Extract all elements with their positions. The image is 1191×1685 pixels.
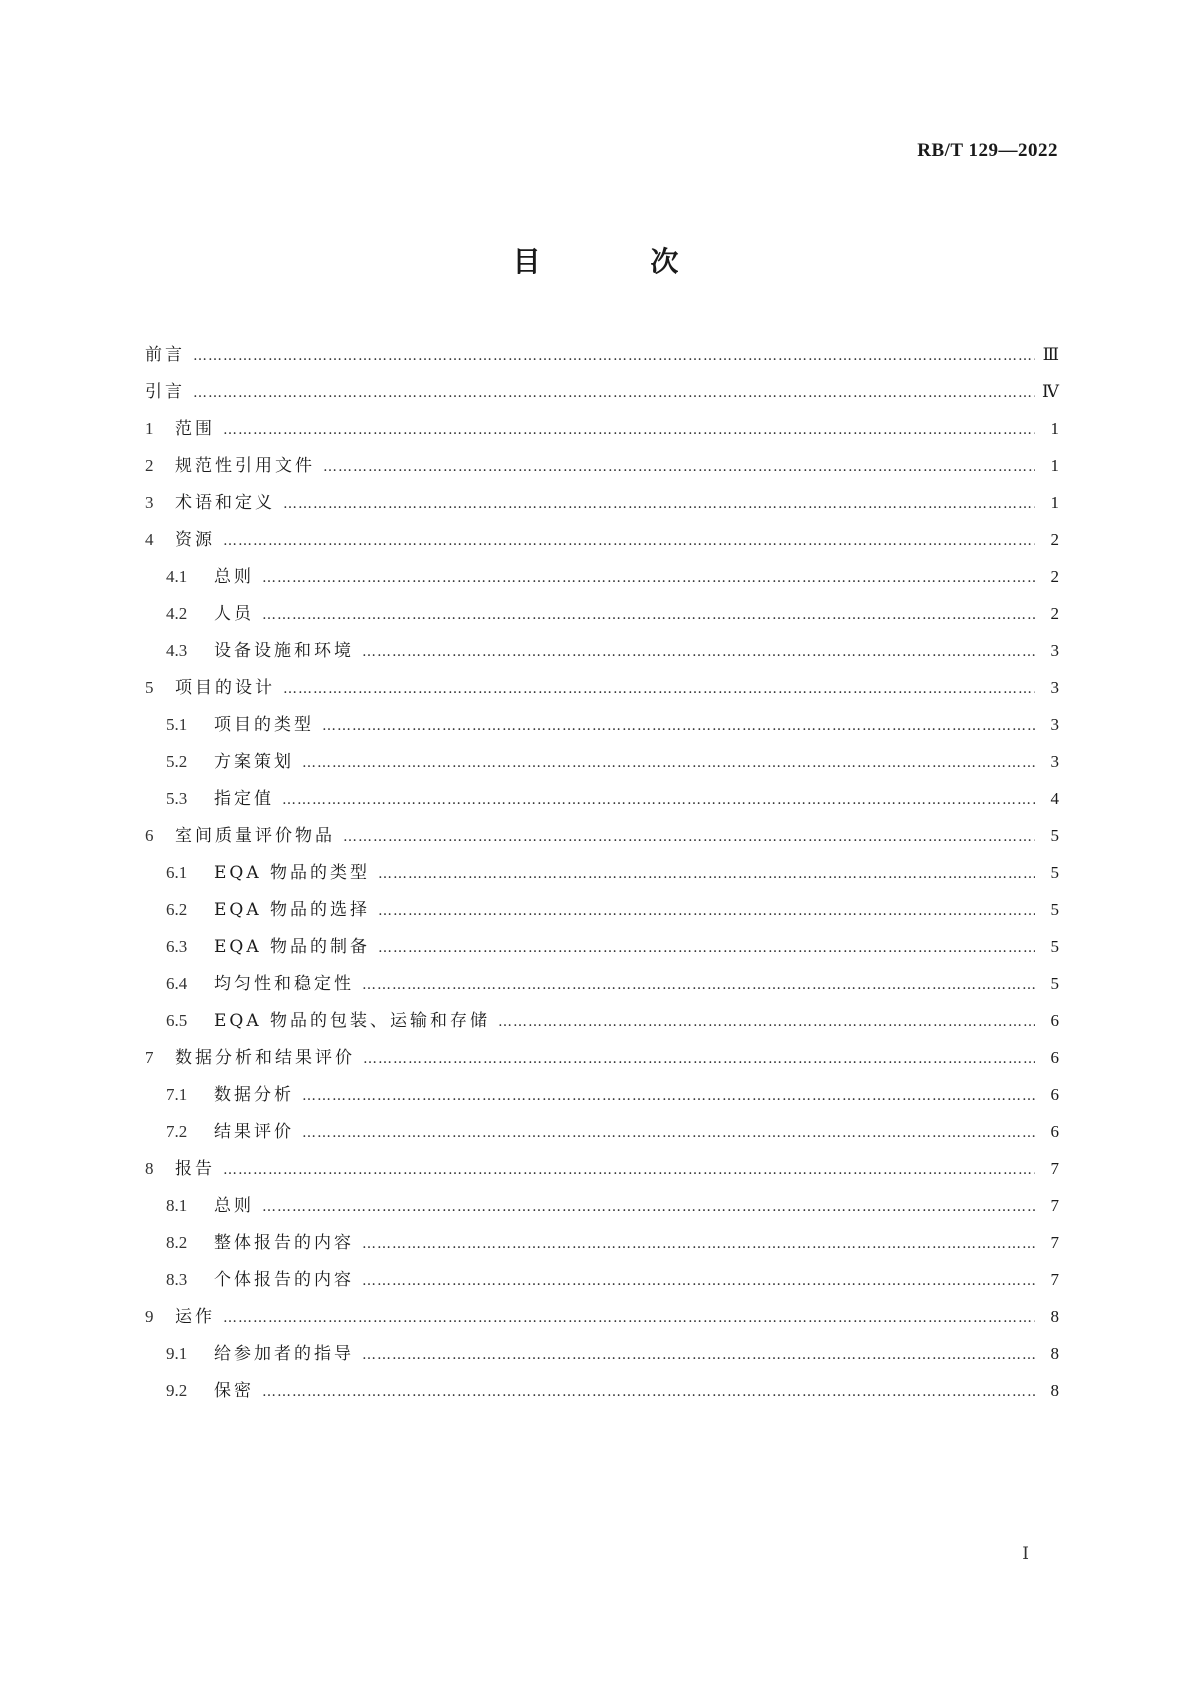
- toc-entry-label: 保密: [214, 1381, 254, 1401]
- toc-entry-page: Ⅲ: [1042, 345, 1059, 364]
- toc-entry-number: 9.2: [166, 1381, 188, 1400]
- toc-leader-dots: [323, 449, 1035, 486]
- toc-entry-page: 3: [1050, 678, 1059, 697]
- toc-entry-number: 6.2: [166, 900, 188, 919]
- toc-entry-number: 4.3: [166, 641, 188, 660]
- toc-leader-dots: [498, 1004, 1035, 1041]
- toc-entry-page: 8: [1050, 1381, 1059, 1400]
- toc-entry-label: EQA 物品的包装、运输和存储: [214, 1011, 491, 1031]
- toc-entry-number: 8.3: [166, 1270, 188, 1289]
- toc-entry[interactable]: [145, 817, 1059, 854]
- toc-entry-label: 结果评价: [214, 1122, 294, 1142]
- toc-leader-dots: [193, 375, 1035, 412]
- toc-entry-label: 规范性引用文件: [175, 456, 315, 476]
- toc-leader-dots: [262, 597, 1035, 634]
- toc-entry[interactable]: [145, 669, 1059, 706]
- toc-entry[interactable]: [145, 1039, 1059, 1076]
- toc-entry-number: 8: [145, 1159, 154, 1178]
- toc-entry[interactable]: [145, 928, 1059, 965]
- standard-code: RB/T 129—2022: [917, 140, 1058, 161]
- toc-entry[interactable]: [145, 632, 1059, 669]
- toc-entry[interactable]: [145, 447, 1059, 484]
- toc-entry-label: 引言: [145, 382, 185, 402]
- toc-entry-page: 5: [1050, 900, 1059, 919]
- toc-leader-dots: [262, 1374, 1035, 1411]
- toc-entry-label: 项目的类型: [214, 715, 314, 735]
- toc-entry-number: 2: [145, 456, 154, 475]
- toc-entry-page: 2: [1050, 567, 1059, 586]
- toc-entry[interactable]: [145, 1113, 1059, 1150]
- toc-entry-page: 6: [1050, 1122, 1059, 1141]
- toc-entry-number: 5.2: [166, 752, 188, 771]
- toc-entry-number: 5.3: [166, 789, 188, 808]
- toc-entry[interactable]: [145, 1372, 1059, 1409]
- toc-entry-label: 数据分析: [214, 1085, 294, 1105]
- toc-entry-number: 6: [145, 826, 154, 845]
- toc-entry[interactable]: [145, 1187, 1059, 1224]
- toc-leader-dots: [223, 523, 1035, 560]
- toc-entry[interactable]: [145, 1298, 1059, 1335]
- toc-entry-page: 1: [1050, 419, 1059, 438]
- toc-leader-dots: [378, 930, 1035, 967]
- toc-entry-page: 6: [1050, 1085, 1059, 1104]
- toc-leader-dots: [322, 708, 1035, 745]
- toc-entry[interactable]: [145, 965, 1059, 1002]
- toc-entry-number: 4.2: [166, 604, 188, 623]
- toc-entry-number: 5: [145, 678, 154, 697]
- toc-entry-label: 数据分析和结果评价: [175, 1048, 355, 1068]
- toc-entry[interactable]: [145, 410, 1059, 447]
- toc-leader-dots: [282, 782, 1035, 819]
- toc-entry[interactable]: [145, 891, 1059, 928]
- toc-entry[interactable]: [145, 336, 1059, 373]
- toc-entry-page: 3: [1050, 641, 1059, 660]
- toc-entry-page: 6: [1050, 1048, 1059, 1067]
- toc-leader-dots: [362, 634, 1035, 671]
- toc-entry-page: 7: [1050, 1196, 1059, 1215]
- toc-entry[interactable]: [145, 373, 1059, 410]
- toc-entry-page: 5: [1050, 937, 1059, 956]
- toc-leader-dots: [302, 1078, 1035, 1115]
- toc-leader-dots: [223, 1152, 1035, 1189]
- toc-entry-page: 8: [1050, 1307, 1059, 1326]
- toc-entry[interactable]: [145, 1150, 1059, 1187]
- toc-entry-number: 3: [145, 493, 154, 512]
- toc-entry-label: 运作: [175, 1307, 215, 1327]
- toc-entry-label: 设备设施和环境: [214, 641, 354, 661]
- toc-leader-dots: [223, 1300, 1035, 1337]
- toc-entry-label: EQA 物品的类型: [214, 863, 371, 883]
- toc-entry-number: 9.1: [166, 1344, 188, 1363]
- toc-entry[interactable]: [145, 1076, 1059, 1113]
- toc-leader-dots: [223, 412, 1035, 449]
- toc-entry-number: 1: [145, 419, 154, 438]
- toc-entry-number: 6.4: [166, 974, 188, 993]
- toc-entry-number: 5.1: [166, 715, 188, 734]
- toc-entry[interactable]: [145, 1261, 1059, 1298]
- toc-entry-page: 5: [1050, 974, 1059, 993]
- toc-entry-page: 7: [1050, 1159, 1059, 1178]
- toc-leader-dots: [302, 745, 1035, 782]
- toc-entry-label: 前言: [145, 345, 185, 365]
- toc-entry-label: EQA 物品的制备: [214, 937, 371, 957]
- toc-entry-number: 7.2: [166, 1122, 188, 1141]
- toc-entry-number: 6.1: [166, 863, 188, 882]
- toc-entry-page: 2: [1050, 604, 1059, 623]
- toc-entry-label: 室间质量评价物品: [175, 826, 335, 846]
- toc-leader-dots: [378, 893, 1035, 930]
- toc-leader-dots: [362, 1226, 1035, 1263]
- toc-entry-page: 5: [1050, 863, 1059, 882]
- toc-entry[interactable]: [145, 595, 1059, 632]
- toc-entry-number: 7: [145, 1048, 154, 1067]
- toc-entry-page: 7: [1050, 1270, 1059, 1289]
- toc-entry-page: 7: [1050, 1233, 1059, 1252]
- toc-entry-page: 6: [1050, 1011, 1059, 1030]
- toc-leader-dots: [283, 486, 1035, 523]
- toc-entry-label: 整体报告的内容: [214, 1233, 354, 1253]
- toc-entry-page: 2: [1050, 530, 1059, 549]
- toc-entry-label: 资源: [175, 530, 215, 550]
- toc-leader-dots: [363, 1041, 1035, 1078]
- toc-entry-number: 6.5: [166, 1011, 188, 1030]
- toc-leader-dots: [362, 1337, 1035, 1374]
- toc-entry-label: 总则: [214, 567, 254, 587]
- toc-entry[interactable]: [145, 854, 1059, 891]
- toc-leader-dots: [362, 967, 1035, 1004]
- toc-leader-dots: [378, 856, 1035, 893]
- toc-entry-number: 8.1: [166, 1196, 188, 1215]
- toc-leader-dots: [343, 819, 1035, 856]
- toc-entry-number: 4.1: [166, 567, 188, 586]
- toc-entry-label: 人员: [214, 604, 254, 624]
- toc-entry-label: 方案策划: [214, 752, 294, 772]
- page-number: Ⅰ: [1022, 1544, 1029, 1563]
- toc-leader-dots: [302, 1115, 1035, 1152]
- toc-leader-dots: [262, 560, 1035, 597]
- toc-entry[interactable]: [145, 484, 1059, 521]
- toc-entry-page: 1: [1050, 493, 1059, 512]
- toc-leader-dots: [193, 338, 1035, 375]
- toc-entry[interactable]: [145, 743, 1059, 780]
- toc-entry-page: Ⅳ: [1042, 382, 1059, 401]
- toc-entry-number: 7.1: [166, 1085, 188, 1104]
- toc-entry-page: 5: [1050, 826, 1059, 845]
- toc-entry-page: 3: [1050, 752, 1059, 771]
- toc-entry-number: 4: [145, 530, 154, 549]
- toc-entry-label: 给参加者的指导: [214, 1344, 354, 1364]
- toc-entry[interactable]: [145, 1335, 1059, 1372]
- toc-entry-label: 个体报告的内容: [214, 1270, 354, 1290]
- toc-entry-page: 8: [1050, 1344, 1059, 1363]
- toc-leader-dots: [362, 1263, 1035, 1300]
- toc-entry[interactable]: [145, 558, 1059, 595]
- toc-entry-label: 指定值: [214, 789, 274, 809]
- toc-entry-page: 3: [1050, 715, 1059, 734]
- table-of-contents: [145, 336, 1059, 1409]
- toc-entry-label: 报告: [175, 1159, 215, 1179]
- toc-entry-page: 4: [1050, 789, 1059, 808]
- toc-entry-number: 8.2: [166, 1233, 188, 1252]
- toc-leader-dots: [283, 671, 1035, 708]
- toc-entry[interactable]: [145, 1002, 1059, 1039]
- toc-entry-label: 项目的设计: [175, 678, 275, 698]
- toc-entry-label: EQA 物品的选择: [214, 900, 371, 920]
- toc-entry[interactable]: [145, 521, 1059, 558]
- toc-entry-number: 6.3: [166, 937, 188, 956]
- toc-entry-label: 总则: [214, 1196, 254, 1216]
- toc-entry[interactable]: [145, 780, 1059, 817]
- toc-entry-label: 范围: [175, 419, 215, 439]
- toc-entry[interactable]: [145, 1224, 1059, 1261]
- toc-leader-dots: [262, 1189, 1035, 1226]
- toc-title: 目 次: [512, 245, 729, 278]
- toc-entry[interactable]: [145, 706, 1059, 743]
- toc-entry-label: 术语和定义: [175, 493, 275, 513]
- toc-entry-page: 1: [1050, 456, 1059, 475]
- toc-entry-label: 均匀性和稳定性: [214, 974, 354, 994]
- toc-entry-number: 9: [145, 1307, 154, 1326]
